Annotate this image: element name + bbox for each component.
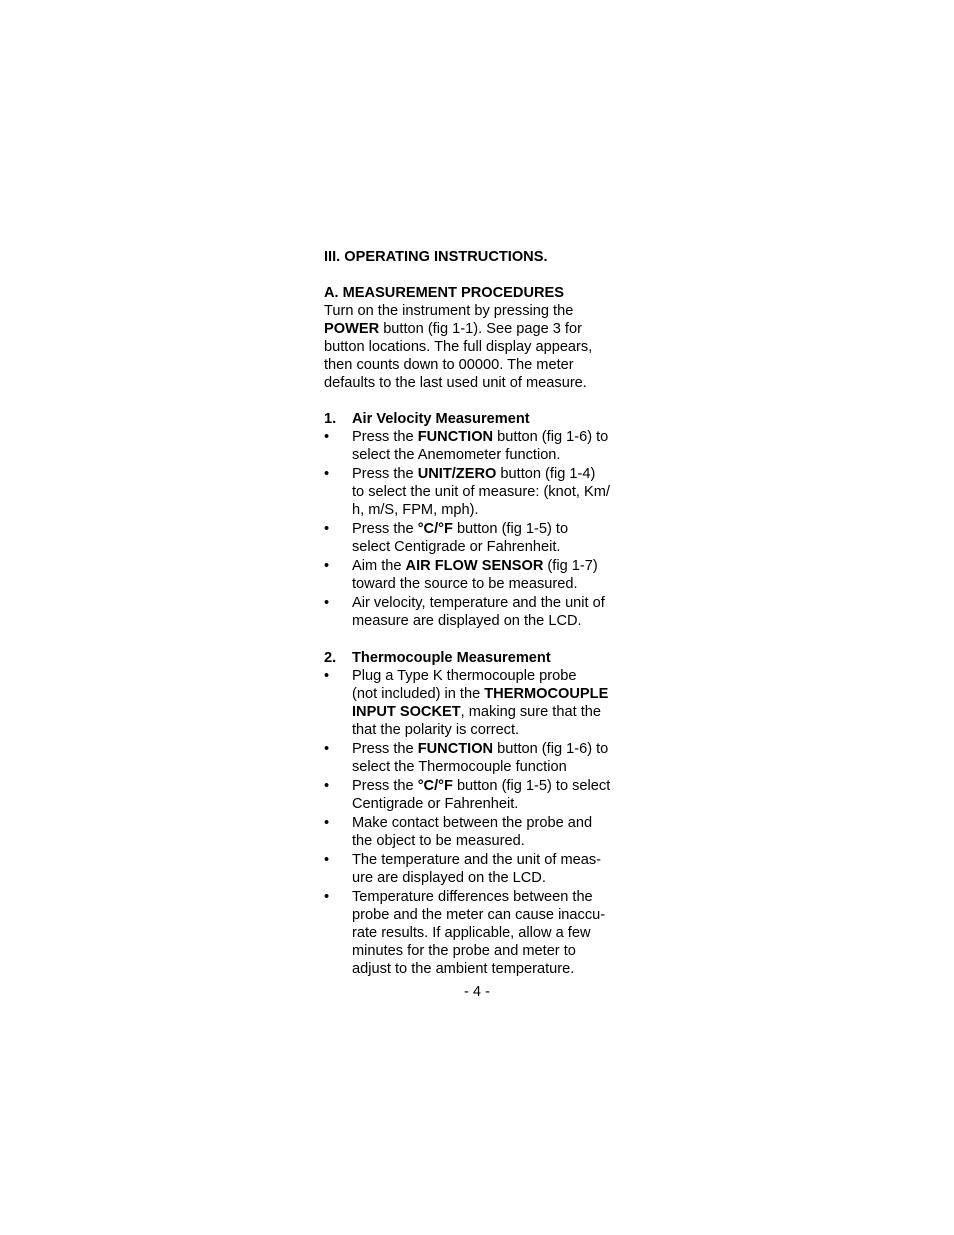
item-text: Make contact between the probe and: [352, 815, 593, 831]
para-line: then counts down to 00000. The meter: [324, 357, 574, 373]
subsection-number: 1.: [324, 411, 337, 427]
para-line: defaults to the last used unit of measure.: [324, 375, 587, 391]
item-text: Press the: [352, 778, 418, 794]
section-a-paragraph: [324, 302, 644, 392]
bullet-icon: •: [324, 595, 330, 611]
button-name: UNIT/ZERO: [417, 466, 497, 482]
item-text: minutes for the probe and meter to: [352, 943, 576, 959]
item-text: button (fig 1-5) to select: [452, 778, 611, 794]
item-text: Air velocity, temperature and the unit of: [352, 595, 605, 611]
subsection-2-heading: [324, 649, 644, 667]
bullet-icon: •: [324, 889, 330, 905]
bullet-icon: •: [324, 668, 330, 684]
item-text: button (fig 1-4): [496, 466, 596, 482]
chapter-heading: III. OPERATING INSTRUCTIONS.: [324, 249, 548, 265]
socket-name: INPUT SOCKET: [352, 704, 461, 720]
item-text: Aim the: [352, 558, 406, 574]
sensor-name: AIR FLOW SENSOR: [405, 558, 544, 574]
list-item: [324, 557, 644, 593]
bullet-icon: •: [324, 815, 330, 831]
page-number: - 4 -: [464, 984, 490, 1000]
item-text: that the polarity is correct.: [352, 722, 520, 738]
socket-name: THERMOCOUPLE: [484, 686, 609, 702]
item-text: The temperature and the unit of meas-: [352, 852, 602, 868]
item-text: , making sure that the: [460, 704, 601, 720]
list-item: [324, 594, 644, 630]
item-text: select the Thermocouple function: [352, 759, 567, 775]
button-name: FUNCTION: [417, 429, 494, 445]
item-text: ure are displayed on the LCD.: [352, 870, 546, 886]
bullet-icon: •: [324, 466, 330, 482]
list-item: [324, 740, 644, 776]
manual-page-body: [324, 248, 644, 979]
bullet-icon: •: [324, 852, 330, 868]
item-text: h, m/S, FPM, mph).: [352, 502, 479, 518]
button-name: °C/°F: [417, 521, 453, 537]
subsection-title: Thermocouple Measurement: [352, 650, 551, 666]
button-name: FUNCTION: [417, 741, 494, 757]
list-item: [324, 465, 644, 519]
power-label: POWER: [324, 321, 380, 337]
bullet-icon: •: [324, 521, 330, 537]
list-item: [324, 851, 644, 887]
item-text: the object to be measured.: [352, 833, 525, 849]
list-item: [324, 777, 644, 813]
para-line: button locations. The full display appears,: [324, 339, 593, 355]
item-text: to select the unit of measure: (knot, Km/: [352, 484, 610, 500]
item-text: button (fig 1-6) to: [493, 741, 609, 757]
subsection-1-heading: [324, 410, 644, 428]
item-text: Press the: [352, 521, 418, 537]
item-text: probe and the meter can cause inaccu-: [352, 907, 606, 923]
para-line: [324, 320, 644, 338]
bullet-icon: •: [324, 429, 330, 445]
item-text: adjust to the ambient temperature.: [352, 961, 575, 977]
subsection-number: 2.: [324, 650, 337, 666]
item-text: Temperature differences between the: [352, 889, 593, 905]
item-text: (fig 1-7): [543, 558, 598, 574]
item-text: toward the source to be measured.: [352, 576, 578, 592]
item-text: Centigrade or Fahrenheit.: [352, 796, 519, 812]
para-line: Turn on the instrument by pressing the: [324, 303, 574, 319]
list-item: [324, 888, 644, 978]
section-a-title: A. MEASUREMENT PROCEDURES: [324, 285, 565, 301]
list-item: [324, 428, 644, 464]
item-text: select Centigrade or Fahrenheit.: [352, 539, 561, 555]
item-text: select the Anemometer function.: [352, 447, 561, 463]
item-text: button (fig 1-5) to: [452, 521, 569, 537]
button-name: °C/°F: [417, 778, 453, 794]
list-item: [324, 520, 644, 556]
item-text: (not included) in the: [352, 686, 485, 702]
subsection-title: Air Velocity Measurement: [352, 411, 530, 427]
item-text: Press the: [352, 741, 418, 757]
bullet-icon: •: [324, 778, 330, 794]
list-item: [324, 667, 644, 739]
item-text: rate results. If applicable, allow a few: [352, 925, 591, 941]
bullet-icon: •: [324, 558, 330, 574]
item-text: button (fig 1-6) to: [493, 429, 609, 445]
item-text: Plug a Type K thermocouple probe: [352, 668, 577, 684]
item-text: measure are displayed on the LCD.: [352, 613, 582, 629]
bullet-icon: •: [324, 741, 330, 757]
para-text: button (fig 1-1). See page 3 for: [379, 321, 582, 337]
item-text: Press the: [352, 466, 418, 482]
item-text: Press the: [352, 429, 418, 445]
list-item: [324, 814, 644, 850]
